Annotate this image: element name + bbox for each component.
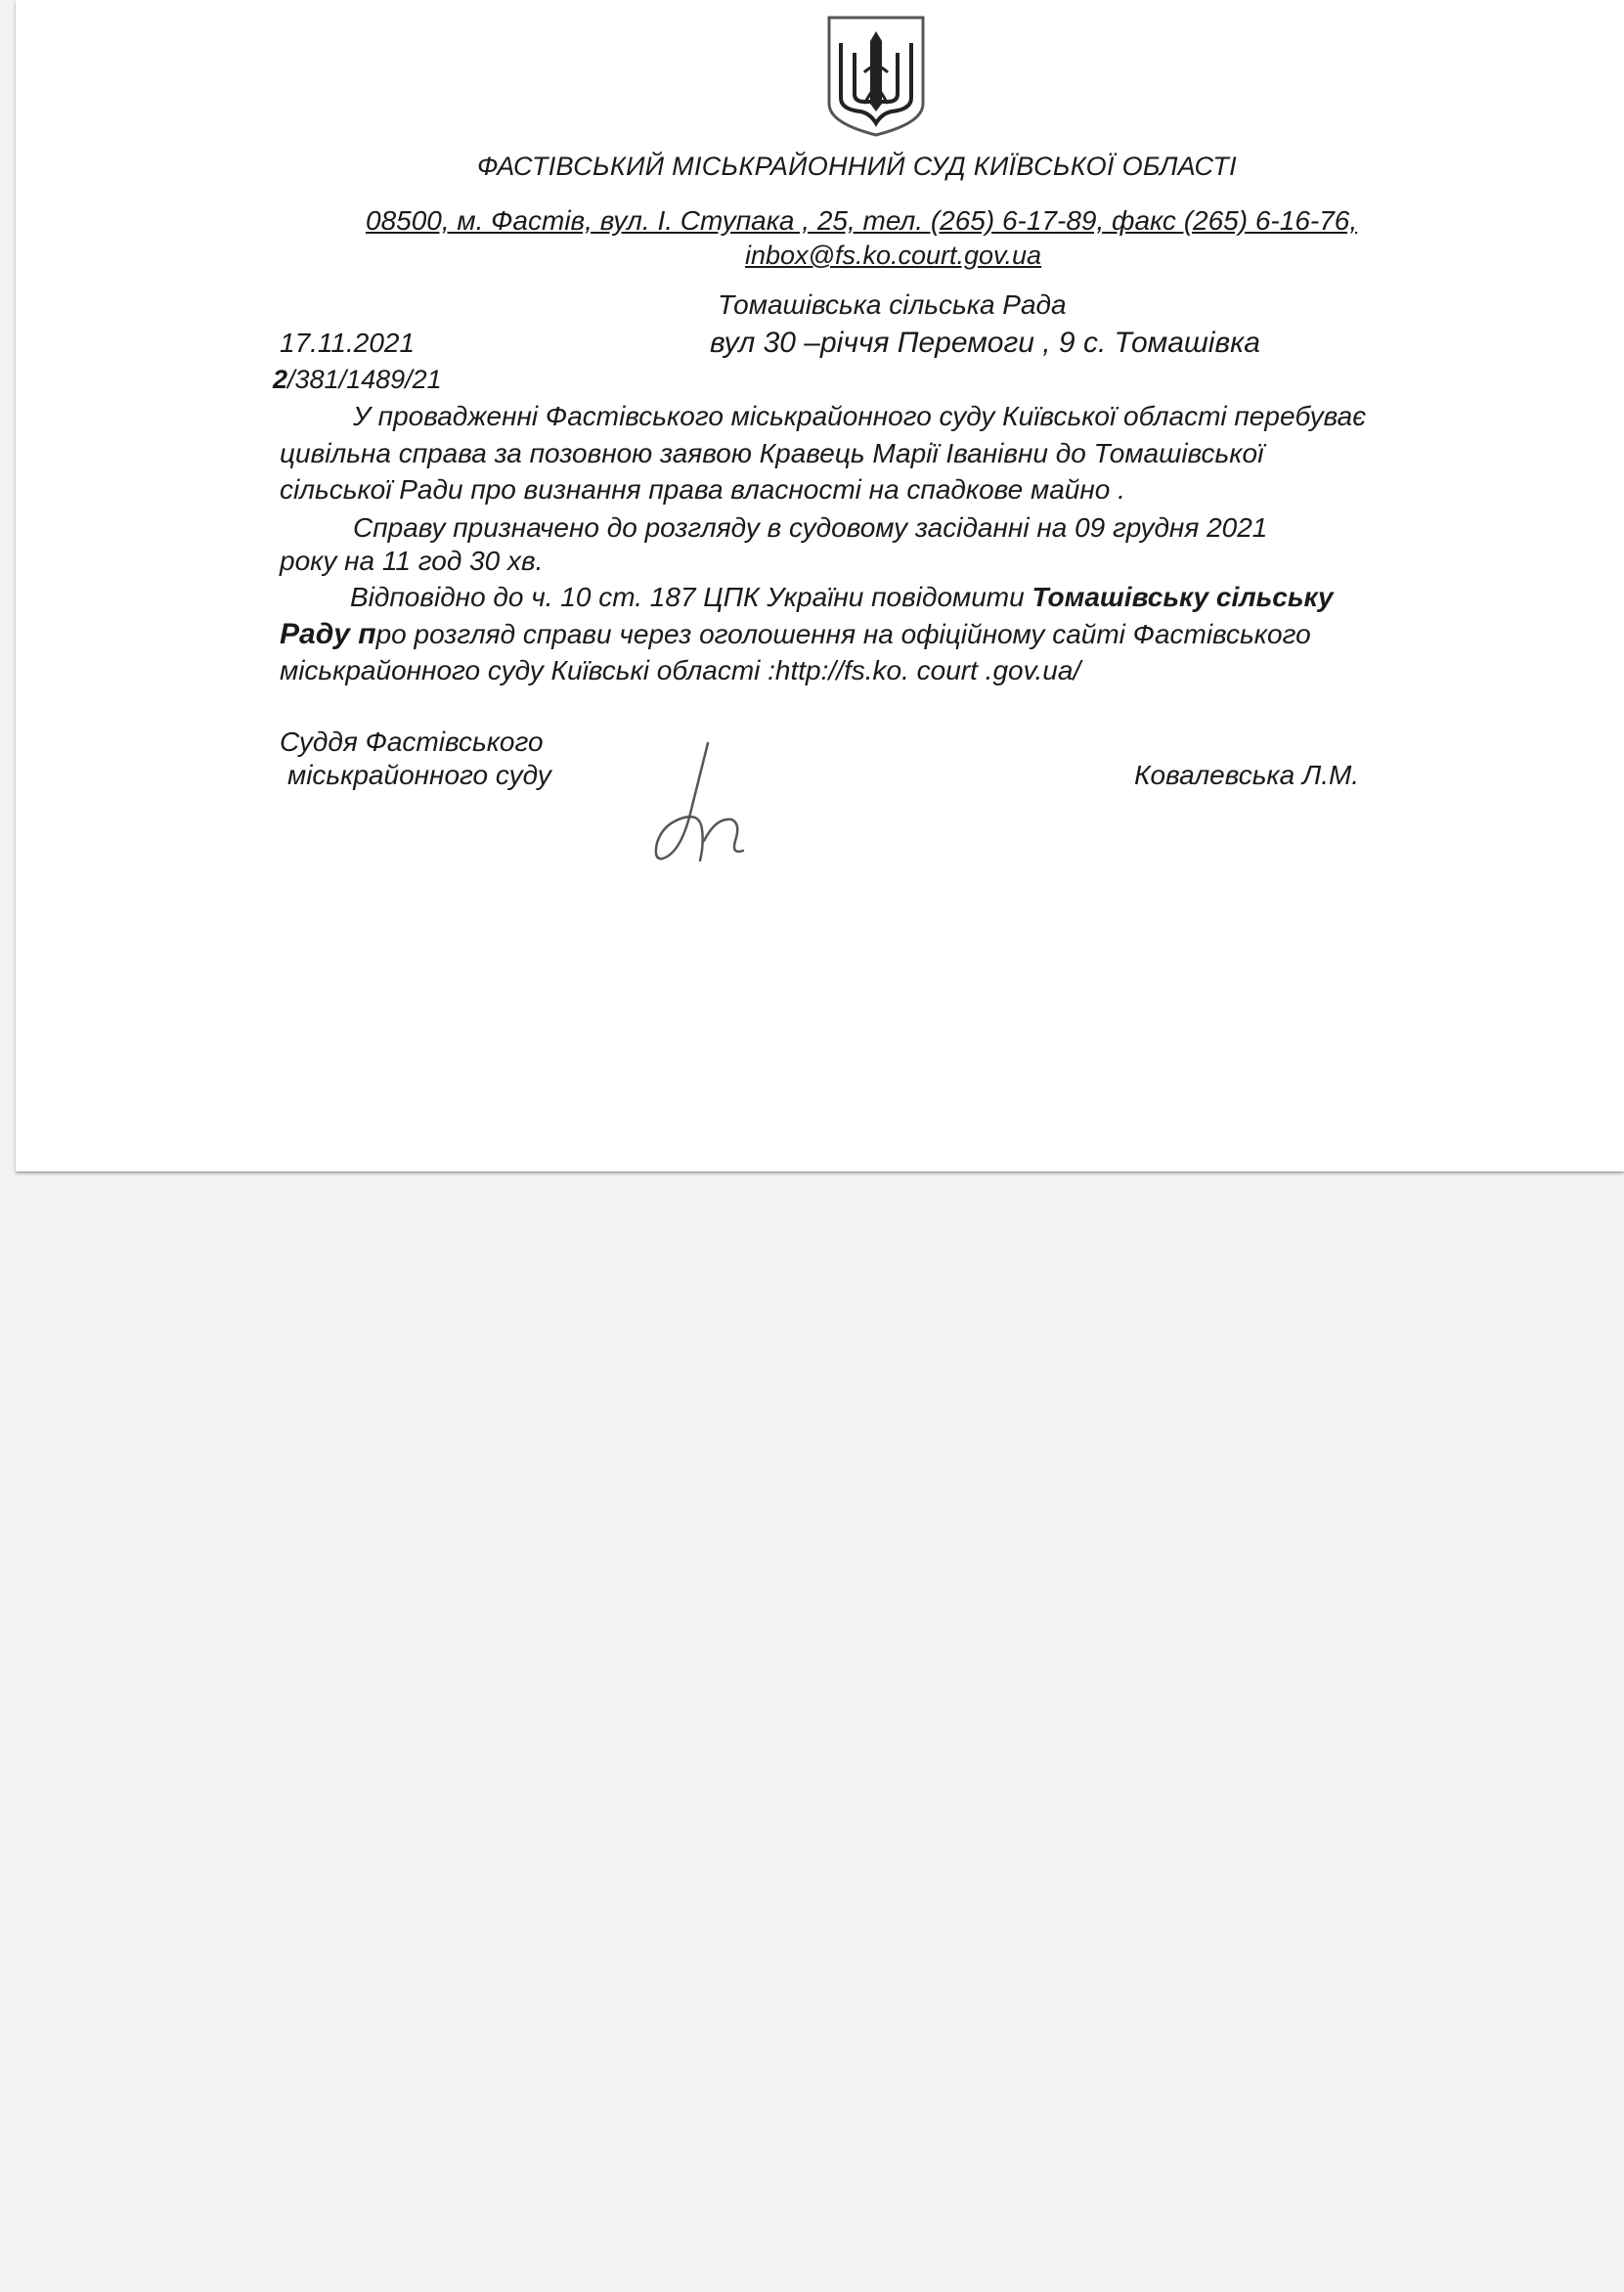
body-line: міськрайонного суду Київські області :http://fs.ko. court .gov.ua/ — [280, 655, 1081, 685]
recipient-name: Томашівська сільська Рада — [718, 289, 1067, 320]
body-text-bold: Томашівську сільську — [1031, 582, 1334, 612]
body-line — [350, 582, 1334, 613]
body-line: цивільна справа за позовною заявою Кравець Марії Іванівни до Томашівської — [280, 438, 1264, 468]
signature-title: міськрайонного суду — [287, 760, 551, 790]
body-line: року на 11 год 30 хв. — [280, 546, 544, 576]
judge-name: Ковалевська Л.М. — [1134, 760, 1360, 790]
document-page — [16, 0, 1624, 1171]
body-text: Відповідно до ч. 10 ст. 187 ЦПК України повідомити — [350, 582, 1032, 612]
body-line: У провадженні Фастівського міськрайонного суду Київської області перебуває — [353, 401, 1367, 431]
case-number — [273, 364, 442, 395]
court-address: 08500, м. Фастів, вул. І. Ступака , 25, тел. (265) 6-17-89, факс (265) 6-16-76, — [366, 205, 1358, 236]
court-email[interactable]: inbox@fs.ko.court.gov.ua — [745, 241, 1042, 270]
body-line: Справу призначено до розгляду в судовому засіданні на 09 грудня 2021 — [353, 512, 1268, 543]
handwritten-signature — [651, 735, 759, 872]
signature-title: Суддя Фастівського — [280, 727, 544, 757]
body-line: сільської Ради про визнання права власності на спадкове майно . — [280, 474, 1125, 505]
body-text: ро розгляд справи через оголошення на офіційному сайті Фастівського — [375, 619, 1311, 649]
body-line — [280, 619, 1311, 650]
case-number-prefix: 2 — [273, 365, 288, 394]
court-name: ФАСТІВСЬКИЙ МІСЬКРАЙОННИЙ СУД КИЇВСЬКОЇ ОБЛАСТІ — [477, 152, 1237, 181]
case-number-rest: /381/1489/21 — [287, 365, 442, 394]
coat-of-arms-icon — [825, 14, 927, 139]
body-text-bold: Раду п — [280, 618, 376, 650]
recipient-address: вул 30 –річчя Перемоги , 9 с. Томашівка — [710, 327, 1260, 359]
court-email-line — [745, 240, 1041, 271]
document-date: 17.11.2021 — [280, 328, 416, 358]
